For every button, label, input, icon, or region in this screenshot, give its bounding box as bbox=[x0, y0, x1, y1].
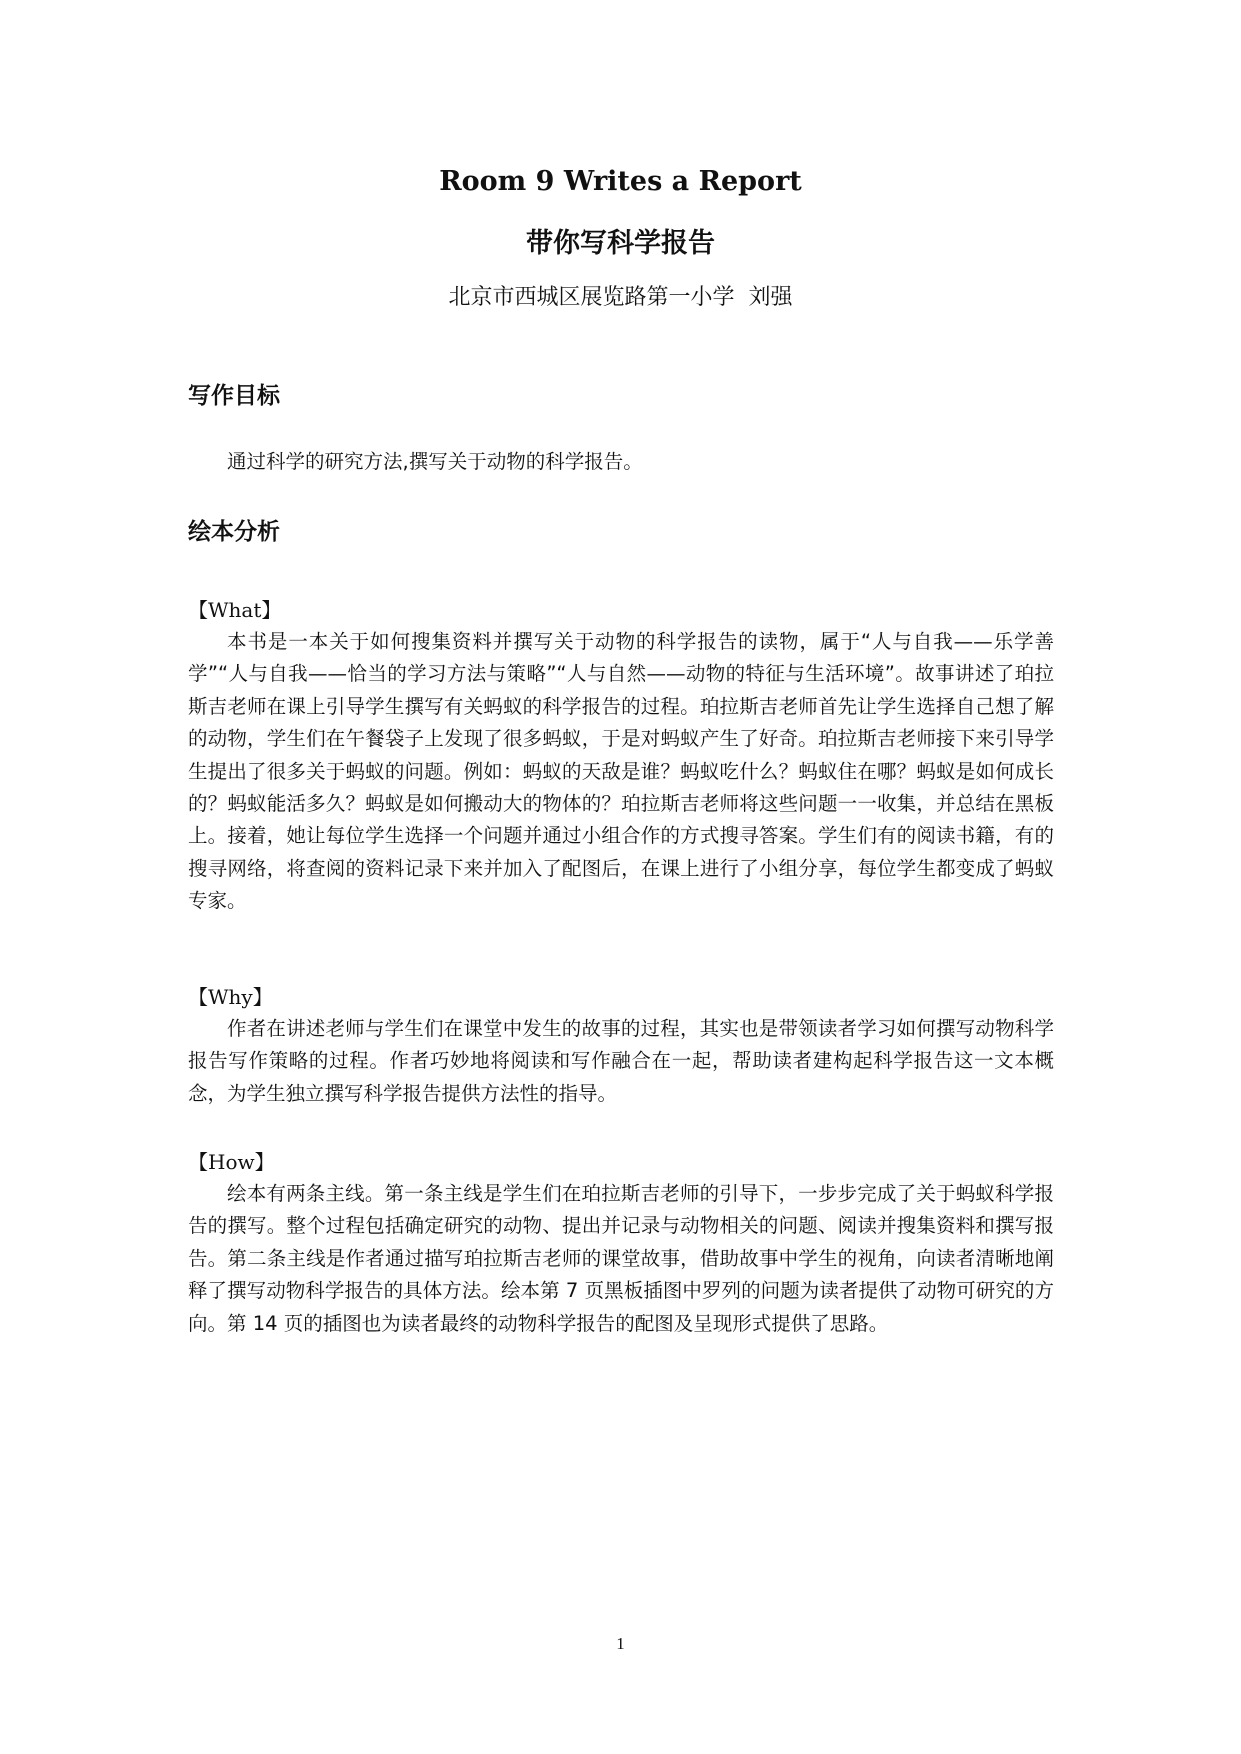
author-line: 北京市西城区展览路第一小学 刘强 bbox=[448, 285, 793, 310]
paragraph-why: 作者在讲述老师与学生们在课堂中发生的故事的过程，其实也是带领读者学习如何撰写动物科学报告写作策略的过程。作者巧妙地将阅读和写作融合在一起，帮助读者建构起科学报告这一文本概念，为学生独立撰写科学报告提供方法性的指导。 bbox=[188, 1017, 1054, 1105]
paragraph-how: 绘本有两条主线。第一条主线是学生们在珀拉斯吉老师的引导下，一步步完成了关于蚂蚁科学报告的撰写。整个过程包括确定研究的动物、提出并记录与动物相关的问题、阅读并搜集资料和撰写报告。第二条主线是作者通过描写珀拉斯吉老师的课堂故事，借助故事中学生的视角，向读者清晰地阐释了撰写动物科学报告的具体方法。绘本第 7 页黑板插图中罗列的问题为读者提供了动物可研究的方向。第 14 页的插图也为读者最终的动物科学报告的配图及呈现形式提供了思路。 bbox=[188, 1182, 1054, 1335]
label-how: 【How】 bbox=[188, 1150, 275, 1174]
paragraph-writing-goal: 通过科学的研究方法,撰写关于动物的科学报告。 bbox=[227, 450, 643, 473]
heading-analysis: 绘本分析 bbox=[188, 519, 280, 545]
paragraph-what: 本书是一本关于如何搜集资料并撰写关于动物的科学报告的读物，属于“人与自我——乐学善学”“人与自我——恰当的学习方法与策略”“人与自然——动物的特征与生活环境”。故事讲述了珀拉斯吉老师在课上引导学生撰写有关蚂蚁的科学报告的过程。珀拉斯吉老师首先让学生选择自己想了解的动物，学生们在午餐袋子上发现了很多蚂蚁，于是对蚂蚁产生了好奇。珀拉斯吉老师接下来引导学生提出了很多关于蚂蚁的问题。例如：蚂蚁的天敌是谁？蚂蚁吃什么？蚂蚁住在哪？蚂蚁是如何成长的？蚂蚁能活多久？蚂蚁是如何搬动大的物体的？珀拉斯吉老师将这些问题一一收集，并总结在黑板上。接着，她让每位学生选择一个问题并通过小组合作的方式搜寻答案。学生们有的阅读书籍，有的搜寻网络，将查阅的资料记录下来并加入了配图后，在课上进行了小组分享，每位学生都变成了蚂蚁专家。 bbox=[188, 630, 1054, 913]
label-why: 【Why】 bbox=[188, 985, 273, 1009]
title-chinese: 带你写科学报告 bbox=[526, 228, 715, 259]
heading-writing-goal: 写作目标 bbox=[188, 383, 280, 409]
label-what: 【What】 bbox=[188, 598, 282, 622]
title-english: Room 9 Writes a Report bbox=[439, 166, 802, 197]
page-number: 1 bbox=[616, 1634, 625, 1653]
